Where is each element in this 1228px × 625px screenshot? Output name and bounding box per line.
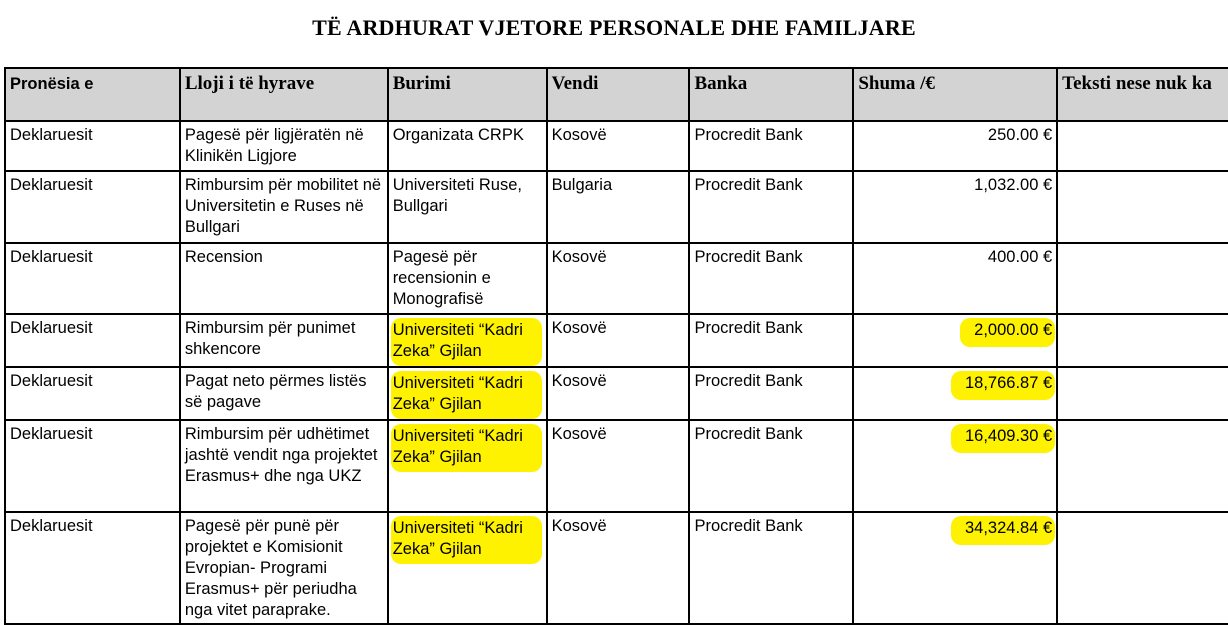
cell-note <box>1057 367 1228 420</box>
column-header-owner: Pronësia e <box>5 68 180 121</box>
cell-country-text: Kosovë <box>551 372 607 390</box>
cell-source-text: Universiteti “Kadri Zeka” Gjilan <box>391 516 542 564</box>
cell-source <box>388 121 547 171</box>
cell-bank-text: Procredit Bank <box>694 176 803 194</box>
cell-income-type <box>180 512 388 624</box>
cell-source-text: Universiteti Ruse, Bullgari <box>392 176 522 215</box>
column-header-amount: Shuma /€ <box>853 68 1057 121</box>
cell-country-text: Bulgaria <box>551 176 613 194</box>
cell-source-text: Pagesë për recensionin e Monografisë <box>392 248 491 308</box>
cell-note <box>1057 314 1228 367</box>
cell-bank <box>689 243 853 314</box>
cell-income-type <box>180 314 388 367</box>
table-row <box>5 171 1228 243</box>
cell-country-text: Kosovë <box>551 248 607 266</box>
cell-amount-text: 1,032.00 € <box>974 176 1053 194</box>
table-row <box>5 420 1228 512</box>
cell-income-type <box>180 367 388 420</box>
table-row <box>5 512 1228 624</box>
cell-income-type <box>180 420 388 512</box>
cell-owner-text: Deklaruesit <box>10 517 93 535</box>
cell-source <box>388 420 547 512</box>
cell-source-text: Organizata CRPK <box>392 126 524 144</box>
cell-country <box>547 512 690 624</box>
cell-amount <box>853 314 1057 367</box>
cell-amount-text: 34,324.84 € <box>951 516 1055 545</box>
table-row <box>5 243 1228 314</box>
cell-owner <box>5 243 180 314</box>
column-header-note: Teksti nese nuk ka <box>1057 68 1228 121</box>
cell-amount <box>853 121 1057 171</box>
cell-bank-text: Procredit Bank <box>694 319 803 337</box>
cell-source <box>388 512 547 624</box>
cell-bank <box>689 314 853 367</box>
cell-owner <box>5 512 180 624</box>
cell-amount <box>853 171 1057 243</box>
cell-owner-text: Deklaruesit <box>10 248 93 266</box>
document-title: TË ARDHURAT VJETORE PERSONALE DHE FAMILJARE <box>312 15 916 40</box>
cell-amount <box>853 367 1057 420</box>
cell-owner <box>5 121 180 171</box>
cell-income-type <box>180 243 388 314</box>
cell-country-text: Kosovë <box>551 319 607 337</box>
cell-bank-text: Procredit Bank <box>694 372 803 390</box>
table-row <box>5 121 1228 171</box>
cell-source-text: Universiteti “Kadri Zeka” Gjilan <box>391 318 542 366</box>
cell-country <box>547 171 690 243</box>
cell-bank <box>689 420 853 512</box>
cell-bank <box>689 367 853 420</box>
cell-amount-text: 18,766.87 € <box>951 371 1055 400</box>
cell-owner-text: Deklaruesit <box>10 176 93 194</box>
cell-income-type-text: Recension <box>184 248 263 266</box>
cell-income-type-text: Rimbursim për punimet shkencore <box>184 319 356 358</box>
cell-income-type-text: Pagesë për ligjëratën në Klinikën Ligjore <box>184 126 364 165</box>
cell-owner <box>5 314 180 367</box>
cell-income-type <box>180 171 388 243</box>
cell-country <box>547 121 690 171</box>
cell-owner <box>5 367 180 420</box>
column-header-country: Vendi <box>547 68 690 121</box>
cell-note <box>1057 121 1228 171</box>
cell-country-text: Kosovë <box>551 425 607 443</box>
cell-owner-text: Deklaruesit <box>10 425 93 443</box>
cell-source <box>388 367 547 420</box>
cell-country <box>547 367 690 420</box>
cell-source-text: Universiteti “Kadri Zeka” Gjilan <box>391 371 542 419</box>
cell-amount <box>853 243 1057 314</box>
cell-note <box>1057 243 1228 314</box>
cell-bank-text: Procredit Bank <box>694 425 803 443</box>
cell-country <box>547 314 690 367</box>
cell-source <box>388 243 547 314</box>
cell-amount-text: 16,409.30 € <box>951 424 1055 453</box>
cell-country <box>547 420 690 512</box>
cell-source <box>388 314 547 367</box>
cell-owner <box>5 171 180 243</box>
income-table <box>4 67 1228 625</box>
cell-income-type-text: Rimbursim për udhëtimet jashtë vendit nga projektet Erasmus+ dhe nga UKZ <box>184 425 378 485</box>
cell-owner-text: Deklaruesit <box>10 126 93 144</box>
cell-bank-text: Procredit Bank <box>694 517 803 535</box>
cell-bank <box>689 512 853 624</box>
cell-owner <box>5 420 180 512</box>
cell-income-type-text: Pagesë për punë për projektet e Komisionit Evropian- Programi Erasmus+ për periudha nga vitet paraprake. <box>184 517 357 619</box>
cell-income-type-text: Pagat neto përmes listës së pagave <box>184 372 367 411</box>
cell-income-type-text: Rimbursim për mobilitet në Universitetin e Ruses në Bullgari <box>184 176 382 236</box>
cell-source <box>388 171 547 243</box>
column-header-bank: Banka <box>689 68 853 121</box>
cell-bank-text: Procredit Bank <box>694 248 803 266</box>
cell-note <box>1057 512 1228 624</box>
cell-amount <box>853 512 1057 624</box>
cell-country-text: Kosovë <box>551 517 607 535</box>
column-header-source: Burimi <box>388 68 547 121</box>
cell-source-text: Universiteti “Kadri Zeka” Gjilan <box>391 424 542 472</box>
cell-bank <box>689 171 853 243</box>
cell-amount-text: 400.00 € <box>987 248 1053 266</box>
cell-amount-text: 2,000.00 € <box>960 318 1055 347</box>
cell-bank <box>689 121 853 171</box>
column-header-type: Lloji i të hyrave <box>180 68 388 121</box>
cell-bank-text: Procredit Bank <box>694 126 803 144</box>
cell-owner-text: Deklaruesit <box>10 319 93 337</box>
cell-amount <box>853 420 1057 512</box>
table-row <box>5 314 1228 367</box>
cell-income-type <box>180 121 388 171</box>
cell-note <box>1057 171 1228 243</box>
cell-amount-text: 250.00 € <box>987 126 1053 144</box>
table-row <box>5 367 1228 420</box>
cell-note <box>1057 420 1228 512</box>
cell-country-text: Kosovë <box>551 126 607 144</box>
table-header-row <box>5 68 1228 121</box>
cell-owner-text: Deklaruesit <box>10 372 93 390</box>
cell-country <box>547 243 690 314</box>
